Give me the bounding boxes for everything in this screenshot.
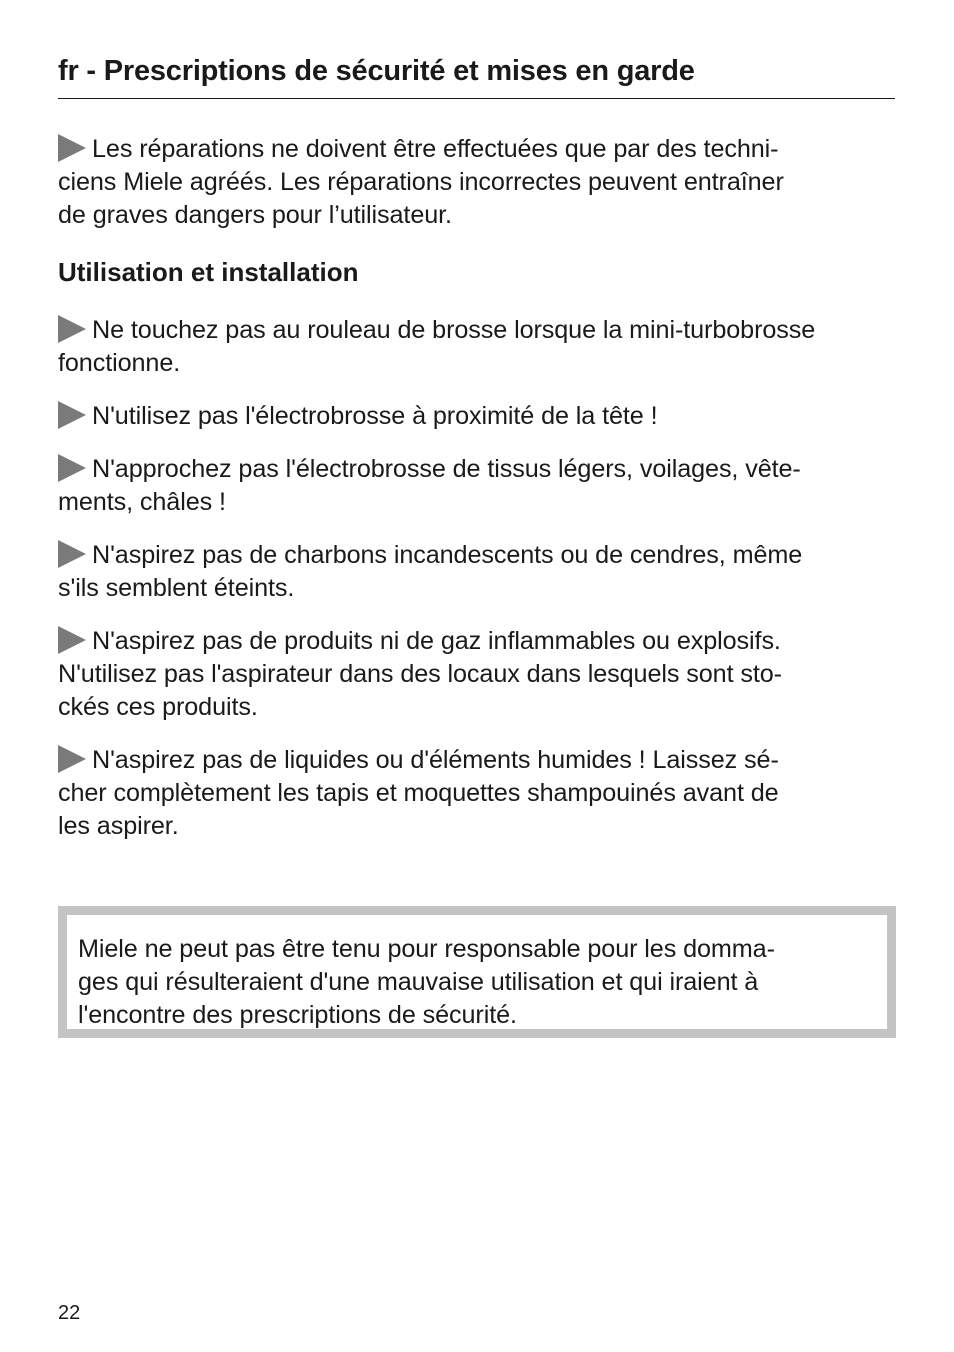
page-header xyxy=(58,54,895,99)
page-title: fr - Prescriptions de sécurité et mises en garde xyxy=(58,55,695,87)
warning-item xyxy=(58,453,898,519)
liability-notice-inner xyxy=(67,915,887,1029)
warning-item xyxy=(58,539,898,605)
warning-item xyxy=(58,744,898,843)
warning-line: les aspirer. xyxy=(58,812,179,840)
liability-notice-box xyxy=(58,906,896,1038)
warning-item xyxy=(58,400,898,433)
warning-arrow-icon xyxy=(58,745,86,773)
warning-line: N'aspirez pas de produits ni de gaz inflammables ou explosifs. xyxy=(92,627,781,655)
warning-arrow-icon xyxy=(58,540,86,568)
warning-arrow-icon xyxy=(58,454,86,482)
warning-arrow-icon xyxy=(58,134,86,162)
warning-arrow-icon xyxy=(58,315,86,343)
warning-item xyxy=(58,314,898,380)
warning-line: fonctionne. xyxy=(58,349,181,377)
warning-line: s'ils semblent éteints. xyxy=(58,574,295,602)
section-heading: Utilisation et installation xyxy=(58,257,359,287)
notice-line: ges qui résulteraient d'une mauvaise utilisation et qui iraient à xyxy=(78,968,759,996)
intro-line-2: ciens Miele agréés. Les réparations incorrectes peuvent entraîner xyxy=(58,168,784,196)
warning-line: cher complètement les tapis et moquettes shampouinés avant de xyxy=(58,779,779,807)
warning-line: Ne touchez pas au rouleau de brosse lorsque la mini-turbobrosse xyxy=(92,316,816,344)
liability-notice-text xyxy=(78,933,876,1032)
notice-line: l'encontre des prescriptions de sécurité. xyxy=(78,1001,517,1029)
warning-line: N'aspirez pas de charbons incandescents ou de cendres, même xyxy=(92,541,803,569)
warning-line: ments, châles ! xyxy=(58,488,226,516)
page-number: 22 xyxy=(58,1302,81,1324)
warning-line: N'utilisez pas l'aspirateur dans des locaux dans lesquels sont sto- xyxy=(58,660,782,688)
notice-line: Miele ne peut pas être tenu pour responsable pour les domma- xyxy=(78,935,775,963)
warning-line: N'approchez pas l'électrobrosse de tissus légers, voilages, vête- xyxy=(92,455,801,483)
intro-line-1: Les réparations ne doivent être effectuées que par des techni- xyxy=(92,135,779,163)
page-content xyxy=(58,133,898,863)
intro-line-3: de graves dangers pour l’utilisateur. xyxy=(58,201,452,229)
warning-item xyxy=(58,625,898,724)
warning-arrow-icon xyxy=(58,401,86,429)
warning-line: ckés ces produits. xyxy=(58,693,258,721)
intro-warning xyxy=(58,133,898,232)
warning-arrow-icon xyxy=(58,626,86,654)
warning-line: N'utilisez pas l'électrobrosse à proximité de la tête ! xyxy=(92,402,658,430)
warning-line: N'aspirez pas de liquides ou d'éléments humides ! Laissez sé- xyxy=(92,746,779,774)
